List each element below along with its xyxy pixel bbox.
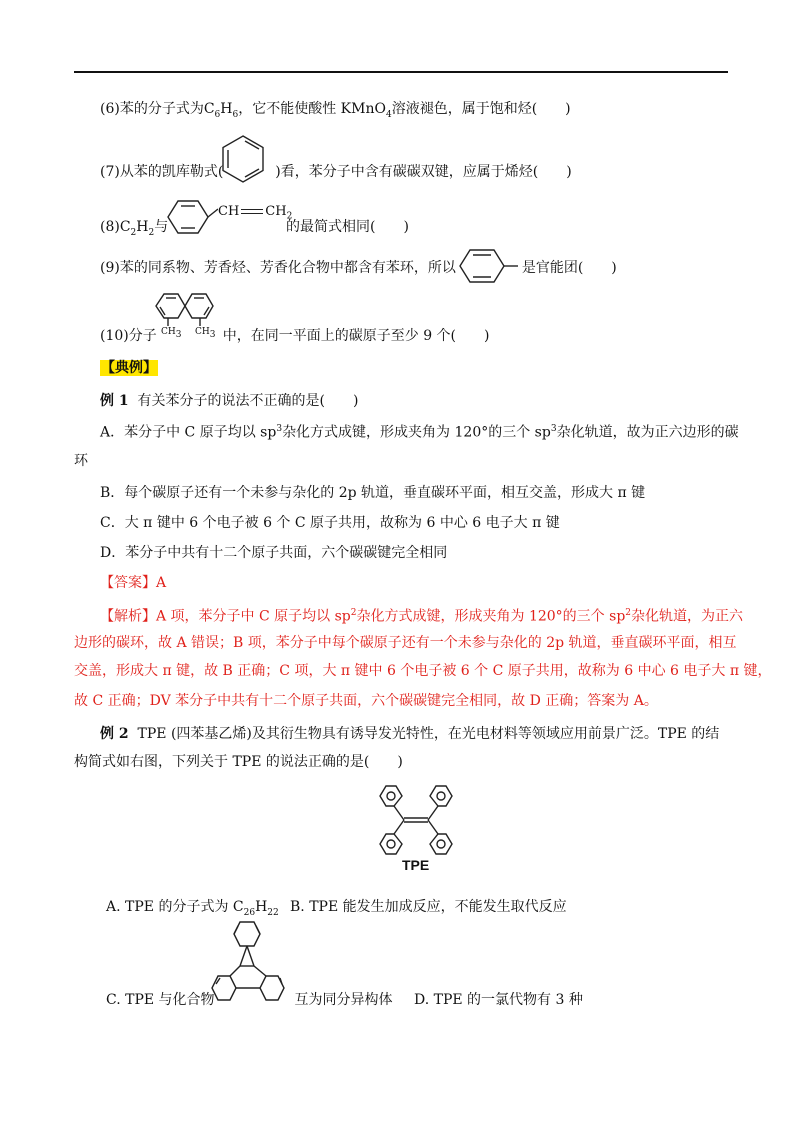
example-1-analysis-line-4: [74, 691, 658, 711]
q6-sub: 6: [232, 109, 239, 120]
q7-text: )看，苯分子中含有碳碳双键，应属于烯烃( ): [275, 164, 572, 180]
analysis-text: 故 C 正确；DV 苯分子中共有十二个原子共面，六个碳碳键完全相同，故 D 正确；答案为 A。: [74, 693, 658, 709]
ch-label: CH: [218, 204, 240, 219]
option-a-text: A. TPE 的分子式为 C: [106, 899, 244, 915]
option-a-text: A．苯分子中 C 原子均以 sp: [100, 424, 277, 441]
analysis-text: A 项，苯分子中 C 原子均以 sp: [156, 608, 351, 625]
option-a-sup: 3: [276, 424, 283, 434]
example-tag: 【典例】: [101, 360, 157, 376]
q8-sub: 2: [130, 227, 137, 238]
example-2-label: 例 2: [100, 726, 129, 742]
example-1-option-c: [100, 513, 560, 533]
example-1-label: 例 1: [100, 393, 129, 409]
analysis-label: 【解析】: [100, 608, 156, 625]
example-2-option-d: [414, 990, 583, 1010]
example-1-analysis-line-3: [74, 661, 772, 681]
example-1-stem: [100, 391, 358, 411]
example-section-tag: [100, 358, 158, 378]
analysis-text: 边形的碳环，故 A 错误；B 项，苯分子中每个碳原子还有一个未参与杂化的 2p 轨道，垂直碳环平面，相互: [74, 635, 737, 651]
option-a-sup: 3: [550, 424, 557, 434]
example-2-stem-line-1: [100, 724, 719, 744]
option-c-text: C．大 π 键中 6 个电子被 6 个 C 原子共用，故称为 6 中心 6 电子大 π 键: [100, 515, 560, 531]
option-d-text: D．苯分子中共有十二个原子共面，六个碳碳键完全相同: [100, 545, 448, 561]
q6-text: H: [220, 101, 233, 117]
option-d-text: D. TPE 的一氯代物有 3 种: [414, 992, 583, 1008]
styrene-ring-structure: [160, 196, 218, 238]
example-2-option-b: [290, 897, 567, 917]
analysis-text: 杂化方式成键，形成夹角为 120°的三个 sp: [356, 608, 626, 625]
option-a-continued: 环: [74, 453, 88, 469]
example-2-option-c: [106, 990, 393, 1010]
example-1-option-d: [100, 543, 447, 563]
ch3-sub: 3: [175, 329, 182, 340]
q6-text: (6)苯的分子式为C: [100, 101, 215, 117]
example-1-analysis-line-2: [74, 633, 737, 653]
example-1-stem-text: 有关苯分子的说法不正确的是( ): [137, 393, 359, 409]
q10-text: 中，在同一平面上的碳原子至少 9 个( ): [222, 328, 490, 344]
q8-text: (8)C: [100, 219, 131, 235]
option-c-text: C. TPE 与化合物: [106, 992, 215, 1008]
analysis-text: 交盖，形成大 π 键，故 B 正确；C 项，大 π 键中 6 个电子被 6 个 C 原子共用，故称为 6 中心 6 电子大 π 键，: [74, 663, 772, 679]
q9-text: 是官能团( ): [521, 260, 617, 276]
q7-text: (7)从苯的凯库勒式(: [100, 164, 224, 180]
question-8: [100, 217, 168, 243]
q8-sub: 2: [148, 227, 155, 238]
ch3-label-b: [195, 322, 215, 345]
q10-text: (10)分子: [100, 328, 157, 344]
answer-value: A: [156, 575, 167, 591]
option-b-text: B. TPE 能发生加成反应，不能发生取代反应: [290, 899, 567, 915]
example-2-stem-line-2: [74, 752, 403, 772]
analysis-sup: 2: [350, 608, 357, 618]
option-a-sub: 22: [267, 907, 279, 918]
q6-sub: 6: [214, 109, 221, 120]
example-1-answer: [100, 573, 166, 593]
option-b-text: B．每个碳原子还有一个未参与杂化的 2p 轨道，垂直碳环平面，相互交盖，形成大 π 键: [100, 485, 646, 501]
answer-label: 【答案】: [100, 575, 156, 591]
example-2-stem-text: TPE (四苯基乙烯)及其衍生物具有诱导发光特性，在光电材料等领域应用前景广泛。TPE 的结: [137, 726, 720, 742]
option-a-text: 杂化方式成键，形成夹角为 120°的三个 sp: [282, 424, 551, 441]
figure-caption: TPE: [402, 857, 430, 873]
option-a-text: H: [255, 899, 268, 915]
q6-sub: 4: [385, 109, 392, 120]
ch3-sub: 3: [209, 329, 216, 340]
question-7: [100, 162, 572, 182]
q8-text: 的最简式相同( ): [286, 219, 409, 235]
ch3-text: CH: [195, 327, 210, 337]
example-1-analysis-line-1: [100, 603, 743, 627]
ch3-label-a: [161, 322, 181, 345]
tpe-figure-label: [402, 855, 429, 875]
example-1-option-a: [100, 419, 739, 443]
option-c-text: 互为同分异构体: [294, 992, 393, 1008]
kekule-benzene-structure: [216, 132, 270, 186]
q6-text: 溶液褪色，属于饱和烃( ): [391, 101, 571, 117]
option-a-sub: 26: [243, 907, 256, 918]
q9-text: (9)苯的同系物、芳香烃、芳香化合物中都含有苯环，所以: [100, 260, 456, 276]
question-9: [100, 258, 617, 278]
analysis-text: 杂化轨道，为正六: [631, 608, 744, 625]
styrene-vinyl-label: [218, 202, 292, 227]
ch3-text: CH: [161, 327, 176, 337]
example-1-option-a-cont: [74, 451, 88, 471]
ch2-label: CH: [265, 204, 287, 219]
q8-text: H: [136, 219, 149, 235]
ch2-sub: 2: [286, 211, 293, 222]
example-2-stem-text: 构简式如右图，下列关于 TPE 的说法正确的是( ): [74, 754, 403, 770]
analysis-sup: 2: [625, 608, 632, 618]
example-1-option-b: [100, 483, 645, 503]
q8-text: 与: [154, 219, 169, 235]
q6-text: ，它不能使酸性 KMnO: [238, 101, 386, 117]
question-6: [100, 99, 571, 125]
header-rule: [74, 71, 728, 73]
phenyl-group-structure: [454, 244, 524, 288]
option-a-text: 杂化轨道，故为正六边形的碳: [556, 424, 739, 441]
question-8-end: [286, 217, 409, 237]
